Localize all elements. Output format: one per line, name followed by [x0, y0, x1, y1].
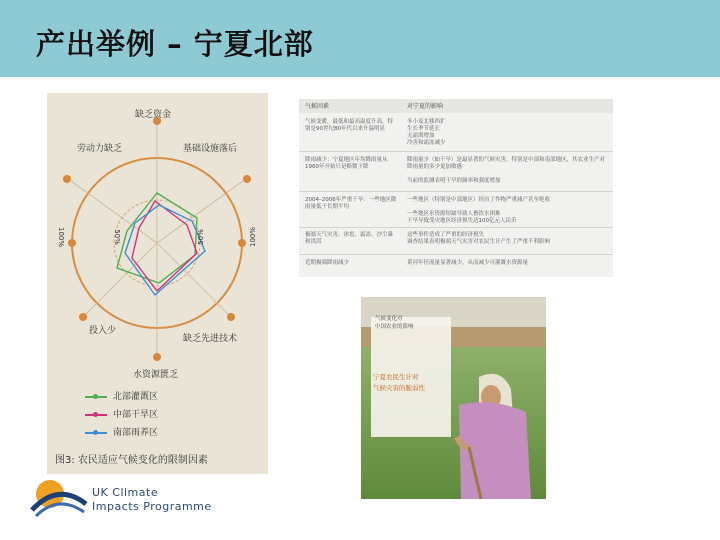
report-headline-line-1: 宁夏农民生计对	[373, 373, 419, 381]
table-row-4-impact-2: 调查结果表明极端天气灾害对农民生计产生了严重不利影响	[407, 239, 551, 245]
logo-text-line-2: Impacts Programme	[92, 500, 212, 513]
legend-swatch-south	[85, 432, 107, 434]
impact-table	[299, 99, 613, 277]
table-row-1-impact-1: 冬小麦北移西扩	[407, 119, 446, 125]
label-labor-shortage: 劳动力缺乏	[77, 144, 123, 154]
label-water-scarcity: 水资源匮乏	[133, 370, 179, 380]
report-cover-subtitle	[375, 315, 435, 331]
legend-swatch-central	[85, 414, 107, 416]
legend-label-north: 北部灌溉区	[113, 392, 159, 402]
legend-north	[85, 389, 158, 402]
table-row-1-factor: 气候变暖，最低和最高温度升高，特别是90世纪80年代以来升温明显	[305, 119, 394, 132]
table-divider	[299, 227, 613, 228]
ukcip-logo	[28, 474, 212, 522]
report-cover-line-1: 气候变化对	[375, 316, 403, 322]
label-lack-technology: 缺乏先进技术	[183, 334, 238, 344]
title-bar	[0, 0, 720, 77]
node-left	[68, 239, 76, 247]
table-row-4-factor: 极端天气灾害，冰雹、霜冻、沙尘暴和洪涝	[305, 232, 394, 245]
legend-south	[85, 425, 158, 438]
table-divider	[299, 191, 613, 192]
table-header-factor: 气候因素	[305, 103, 330, 110]
table-divider	[299, 151, 613, 152]
slide-title: 产出举例 – 宁夏北部	[36, 27, 314, 61]
logo-text-line-1: UK Climate	[92, 486, 159, 499]
radar-figure	[47, 93, 268, 474]
table-row-3-impact-1: 一些地区（特别是中部地区）经历了作物严重减产甚至绝收	[407, 197, 551, 203]
legend-central	[85, 407, 158, 420]
node-top-left	[63, 175, 71, 183]
label-scale-inner-left: 50%	[112, 229, 121, 245]
report-cover-headline	[373, 372, 439, 394]
table-row-2-impact-1: 降雨量少（如干旱）是最显著的气候灾害，特别是中部和南部地区，其农业生产对降雨量的多少更加敏感	[407, 157, 606, 170]
ukcip-logo-icon	[28, 474, 88, 522]
table-divider	[299, 254, 613, 255]
node-bottom	[153, 353, 161, 361]
report-headline-line-2: 气候灾害的脆弱性	[373, 384, 425, 392]
table-row-4-impact-1: 这些事件造成了严重的经济损失	[407, 232, 485, 238]
table-row-1-impact-2: 生长季节延长	[407, 126, 441, 132]
table-row-5-factor: 近期极端降雨减少	[305, 260, 350, 266]
table-row-2-impact-2: 当前的监测表明干旱的频率和强度增加	[407, 178, 501, 184]
table-row-5-impact-1: 黄河年径流量显著减少，从而减少可灌溉水资源量	[407, 260, 529, 266]
table-row-3-factor: 2004–2006年严重干旱：一些地区降雨量低于长期平均	[305, 197, 397, 210]
node-bottom-left	[79, 313, 87, 321]
table-row-3-impact-2: 一些地区水资源短缺导致人畜饮水困难	[407, 211, 501, 217]
label-scale-left: 100%	[57, 226, 66, 248]
label-scale-inner-right: 50%	[196, 229, 205, 245]
report-cover-photo	[361, 297, 546, 499]
table-row-2-factor: 降雨减少：宁夏地区年均降雨量从1960年开始只是略微下降	[305, 157, 388, 170]
label-low-input: 投入少	[89, 326, 117, 336]
node-bottom-right	[227, 313, 235, 321]
legend-label-central: 中部干旱区	[113, 410, 159, 420]
label-infrastructure: 基础设施落后	[183, 144, 238, 154]
report-cover-line-2: 中国农业的影响	[375, 324, 414, 330]
radar-chart	[47, 93, 268, 393]
label-scale-right: 100%	[249, 226, 258, 248]
table-header-impact: 对宁夏的影响	[407, 103, 444, 110]
legend-swatch-north	[85, 396, 107, 398]
node-top-right	[243, 175, 251, 183]
table-row-1-impact-4: 冷害和霜冻减少	[407, 140, 446, 146]
axis-bottom-right	[157, 243, 229, 315]
legend-label-south: 南部雨养区	[113, 428, 159, 438]
table-row-1-impact-3: 无霜期增加	[407, 133, 435, 139]
label-lack-funds: 缺乏资金	[135, 110, 172, 120]
table-row-3-impact-3: 干旱导致受灾地区经济损失达100亿元人民币	[407, 218, 517, 224]
figure-caption: 图3: 农民适应气候变化的限制因素	[55, 455, 208, 466]
node-right	[238, 239, 246, 247]
